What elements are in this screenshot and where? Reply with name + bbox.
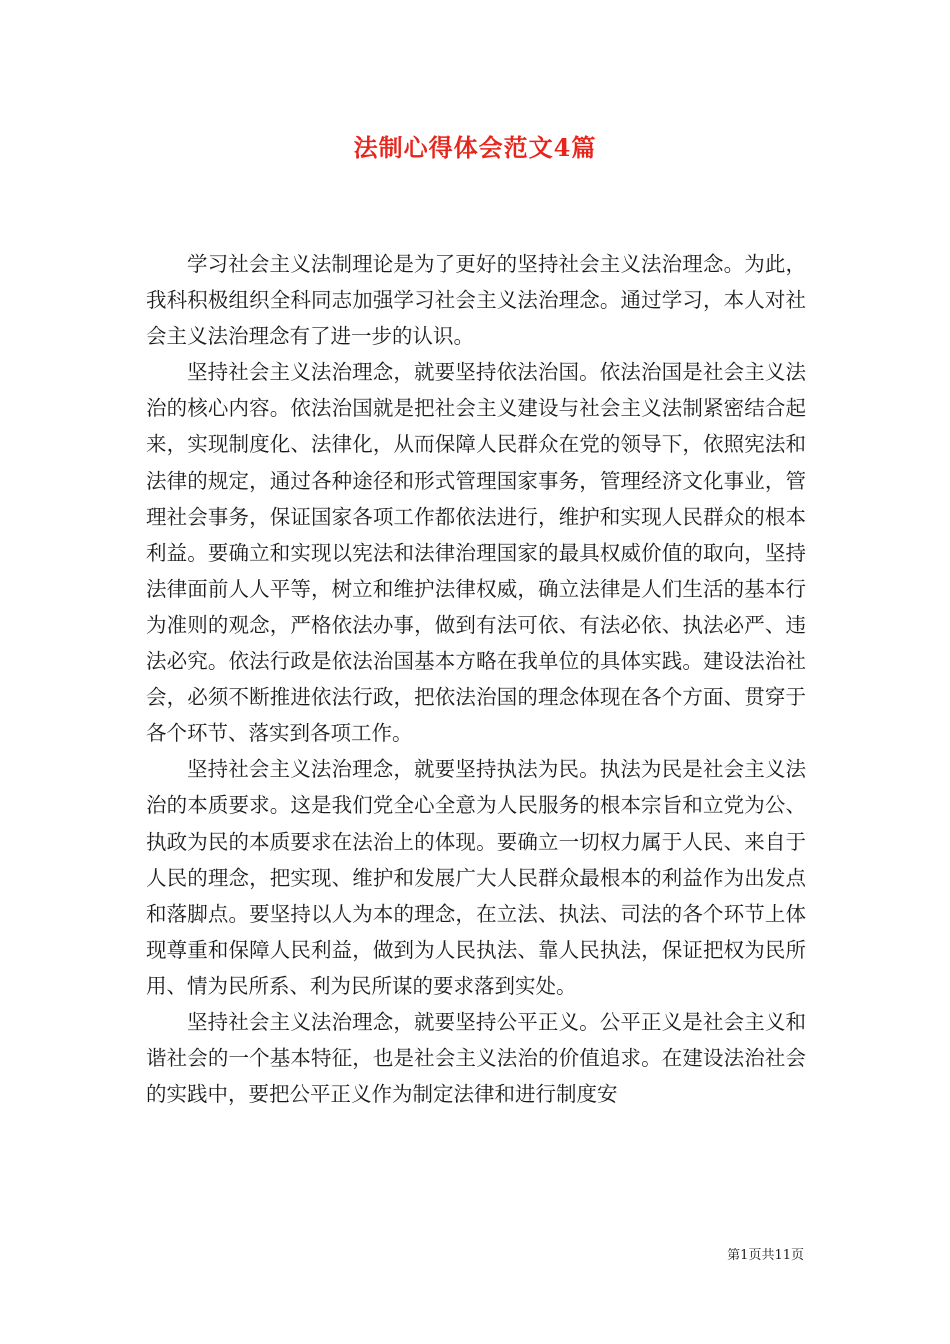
paragraph-3: 坚持社会主义法治理念，就要坚持执法为民。执法为民是社会主义法治的本质要求。这是我们党全心全意为人民服务的根本宗旨和立党为公、执政为民的本质要求在法治上的体现。要确立一切权力属于人民、来自于人民的理念，把实现、维护和发展广大人民群众最根本的利益作为出发点和落脚点。要坚持以人为本的理念，在立法、执法、司法的各个环节上体现尊重和保障人民利益，做到为人民执法、靠人民执法，保证把权为民所用、情为民所系、利为民所谋的要求落到实处。	[146, 757, 806, 998]
page-number-footer: 第1页共11页	[727, 1248, 804, 1263]
document-title: 法制心得体会范文4篇	[353, 133, 597, 162]
paragraph-2: 坚持社会主义法治理念，就要坚持依法治国。依法治国是社会主义法治的核心内容。依法治国就是把社会主义建设与社会主义法制紧密结合起来，实现制度化、法律化，从而保障人民群众在党的领导下，依照宪法和法律的规定，通过各种途径和形式管理国家事务，管理经济文化事业，管理社会事务，保证国家各项工作都依法进行，维护和实现人民群众的根本利益。要确立和实现以宪法和法律治理国家的最具权威价值的取向，坚持法律面前人人平等，树立和维护法律权威，确立法律是人们生活的基本行为准则的观念，严格依法办事，做到有法可依、有法必依、执法必严、违法必究。依法行政是依法治国基本方略在我单位的具体实践。建设法治社会，必须不断推进依法行政，把依法治国的理念体现在各个方面、贯穿于各个环节、落实到各项工作。	[146, 360, 806, 746]
document-body	[146, 246, 806, 1112]
paragraph-1: 学习社会主义法制理论是为了更好的坚持社会主义法治理念。为此，我科积极组织全科同志加强学习社会主义法治理念。通过学习，本人对社会主义法治理念有了进一步的认识。	[146, 252, 806, 349]
paragraph-4: 坚持社会主义法治理念，就要坚持公平正义。公平正义是社会主义和谐社会的一个基本特征，也是社会主义法治的价值追求。在建设法治社会的实践中，要把公平正义作为制定法律和进行制度安	[146, 1009, 806, 1107]
